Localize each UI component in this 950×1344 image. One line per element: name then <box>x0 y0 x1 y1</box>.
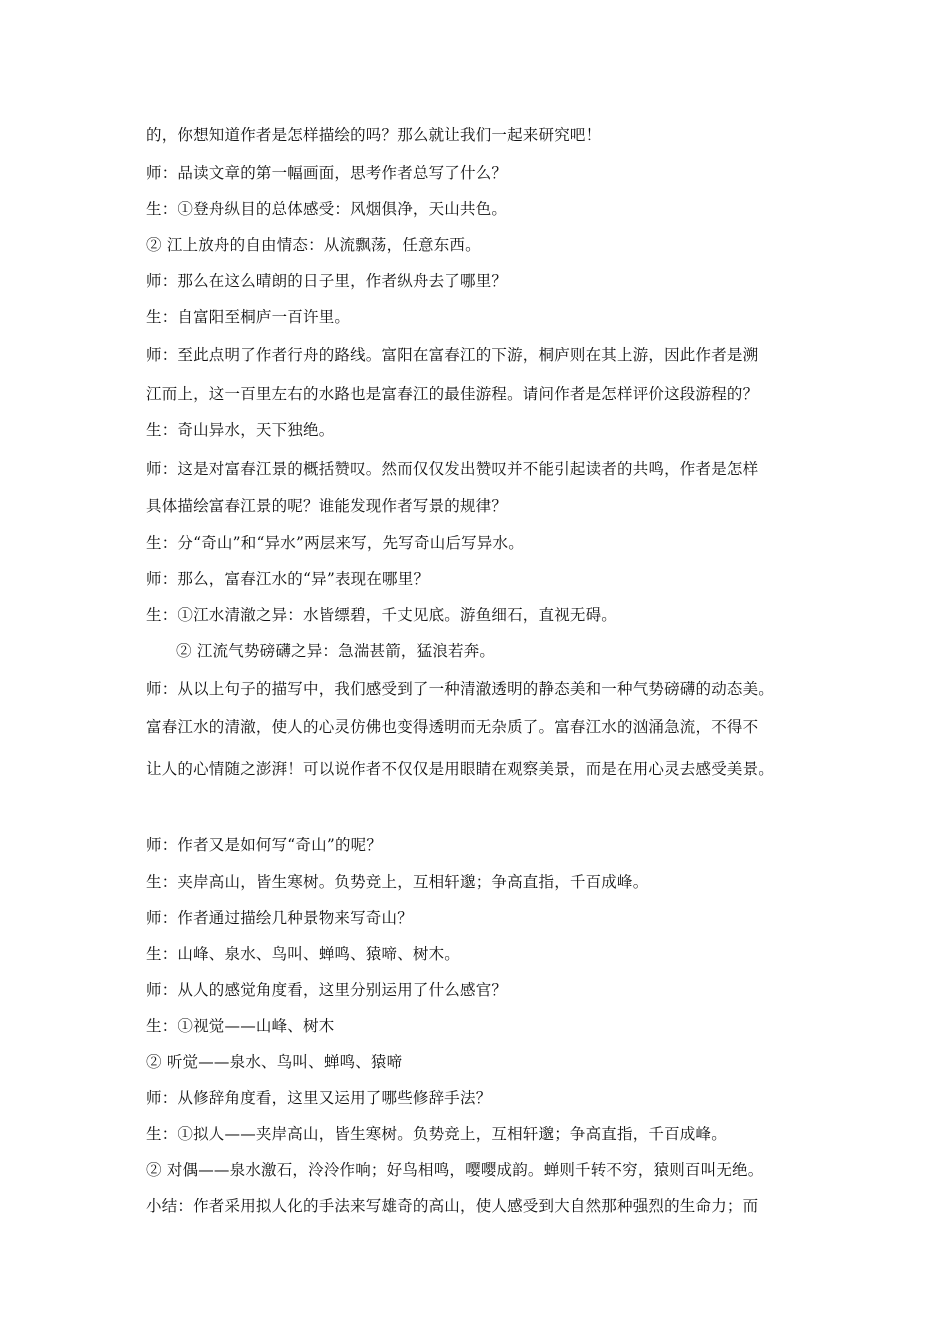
text-line: 师：从修辞角度看，这里又运用了哪些修辞手法？ <box>146 1089 492 1107</box>
text-line: 师：从人的感觉角度看，这里分别运用了什么感官？ <box>146 981 508 999</box>
text-line: 师：那么在这么晴朗的日子里，作者纵舟去了哪里？ <box>146 272 508 290</box>
text-line: 江而上，这一百里左右的水路也是富春江的最佳游程。请问作者是怎样评价这段游程的？ <box>146 385 759 403</box>
text-line: 师：至此点明了作者行舟的路线。富阳在富春江的下游，桐庐则在其上游，因此作者是溯 <box>146 346 759 364</box>
text-line: 生：自富阳至桐庐一百许里。 <box>146 308 351 326</box>
text-line: 富春江水的清澈，使人的心灵仿佛也变得透明而无杂质了。富春江水的汹涌急流，不得不 <box>146 718 759 736</box>
text-line: 生：奇山异水，天下独绝。 <box>146 421 335 439</box>
text-line: 生：①江水清澈之异：水皆缥碧，千丈见底。游鱼细石，直视无碍。 <box>146 606 618 624</box>
text-line: 的，你想知道作者是怎样描绘的吗？那么就让我们一起来研究吧！ <box>146 126 602 144</box>
text-line: 师：这是对富春江景的概括赞叹。然而仅仅发出赞叹并不能引起读者的共鸣，作者是怎样 <box>146 460 759 478</box>
text-line: 生：①登舟纵目的总体感受：风烟俱净，天山共色。 <box>146 200 508 218</box>
text-line: 生：山峰、泉水、鸟叫、蝉鸣、猿啼、树木。 <box>146 945 461 963</box>
text-line: ② 对偶——泉水激石，泠泠作响；好鸟相鸣，嘤嘤成韵。蝉则千转不穷，猿则百叫无绝。 <box>146 1161 764 1179</box>
text-line: ② 听觉——泉水、鸟叫、蝉鸣、猿啼 <box>146 1053 403 1071</box>
text-line: 师：作者通过描绘几种景物来写奇山？ <box>146 909 413 927</box>
text-line: 生：夹岸高山，皆生寒树。负势竞上，互相轩邈；争高直指，千百成峰。 <box>146 873 649 891</box>
text-line: 让人的心情随之澎湃！可以说作者不仅仅是用眼睛在观察美景，而是在用心灵去感受美景。 <box>146 760 775 778</box>
text-line: 具体描绘富春江景的呢？谁能发现作者写景的规律？ <box>146 497 508 515</box>
text-line: 师：那么，富春江水的“异”表现在哪里？ <box>146 570 430 588</box>
text-line: 师：作者又是如何写“奇山”的呢？ <box>146 836 383 854</box>
text-line: 师：品读文章的第一幅画面，思考作者总写了什么？ <box>146 164 508 182</box>
text-line: 小结：作者采用拟人化的手法来写雄奇的高山，使人感受到大自然那种强烈的生命力；而 <box>146 1197 759 1215</box>
text-line: 生：分“奇山”和“异水”两层来写，先写奇山后写异水。 <box>146 534 524 552</box>
text-line: 生：①视觉——山峰、树木 <box>146 1017 335 1035</box>
text-line: ② 江流气势磅礴之异：急湍甚箭，猛浪若奔。 <box>176 642 496 660</box>
text-line: 师：从以上句子的描写中，我们感受到了一种清澈透明的静态美和一种气势磅礴的动态美。 <box>146 680 775 698</box>
text-line: 生：①拟人——夹岸高山，皆生寒树。负势竞上，互相轩邈；争高直指，千百成峰。 <box>146 1125 727 1143</box>
text-line: ② 江上放舟的自由情态：从流飘荡，任意东西。 <box>146 236 481 254</box>
